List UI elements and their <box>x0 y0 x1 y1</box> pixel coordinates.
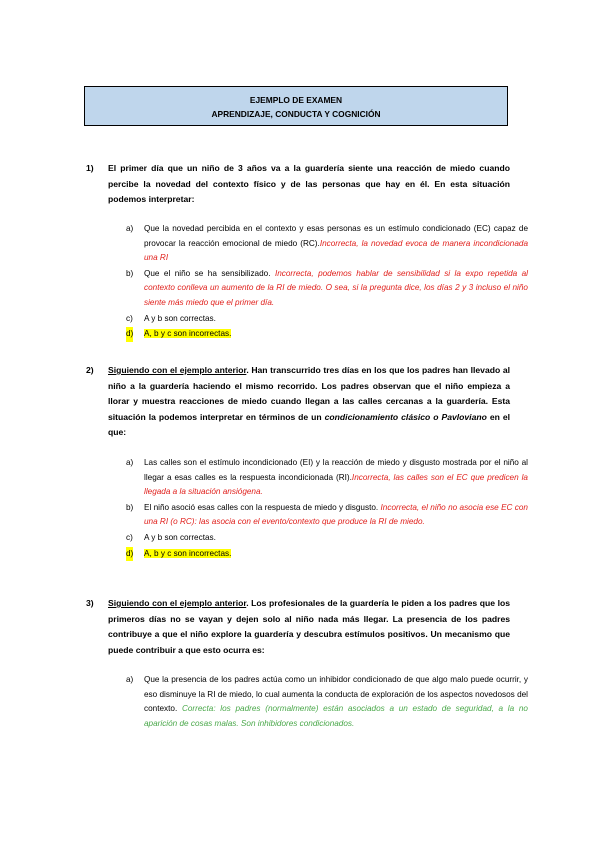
option-a <box>126 456 528 500</box>
option-letter: b) <box>126 268 134 278</box>
option-text: A, b y c son incorrectas. <box>144 548 232 558</box>
option-text: A y b son correctas. <box>144 532 216 542</box>
question-text: El primer día que un niño de 3 años va a la guardería siente una reacción de miedo cuando percibe la novedad del contexto físico y de las personas que hay en él. En esta situación podemos interpretar: <box>108 163 510 204</box>
option-c <box>126 531 528 546</box>
option-feedback: Incorrecta, las calles son el EC que predicen la llegada a la situación ansiógena. <box>144 472 528 497</box>
option-text: A, b y c son incorrectas. <box>144 329 232 339</box>
option-text: Las calles son el estímulo incondicionado (EI) y la reacción de miedo y disgusto mostrada por el niño al llegar a esas calles es la respuesta incondicionada (RI). <box>144 458 528 482</box>
option-text: A y b son correctas. <box>144 313 216 323</box>
question-number: 1) <box>86 163 94 173</box>
question-body: . Han transcurrido tres días en los que los padres han llevado al niño a la guardería haciendo el mismo recorrido. Los padres observan que el niño empieza a llorar y muestra reacciones de miedo cuando llegan a las calles cercanas a la guardería. Esta situación la podemos interpretar en términos de un <box>108 365 511 422</box>
option-feedback: Incorrecta, podemos hablar de sensibilidad si la expo repetida al contexto conlleva un aumento de la RI de miedo. O sea, si la pregunta dice, los días 2 y 3 incluso el niño siente más miedo que el primer día. <box>144 268 528 307</box>
option-a <box>126 222 528 266</box>
option-letter: d) <box>126 327 133 342</box>
option-b <box>126 267 528 311</box>
option-letter: a) <box>126 458 134 467</box>
question-lead: Siguiendo con el ejemplo anterior <box>108 365 247 375</box>
option-text: Que el niño se ha sensibilizado. <box>144 268 275 278</box>
question-number: 2) <box>86 365 94 375</box>
option-text: Que la presencia de los padres actúa como un inhibidor condicionado de que algo malo puede ocurrir, y eso disminuye la RI de miedo, lo cual aumenta la conducta de exploración de los aspectos novedosos del contexto. <box>144 675 528 714</box>
option-letter: a) <box>126 224 134 233</box>
option-d <box>126 547 528 562</box>
option-letter: d) <box>126 547 133 562</box>
option-letter: c) <box>126 313 133 323</box>
option-letter: c) <box>126 532 133 542</box>
option-feedback: Incorrecta, la novedad evoca de manera incondicionada una RI <box>144 238 528 263</box>
option-d <box>126 327 528 342</box>
question-3 <box>86 596 510 658</box>
question-tail: en el que: <box>108 411 510 437</box>
question-1-options <box>126 222 528 343</box>
option-letter: a) <box>126 675 134 684</box>
option-c <box>126 312 528 327</box>
exam-header <box>84 86 508 126</box>
question-2 <box>86 363 510 441</box>
question-text <box>108 363 510 441</box>
option-feedback: Correcta: los padres (normalmente) están asociados a un estado de seguridad, a la no aparición de cosas malas. Son inhibidores condicionados. <box>144 704 528 728</box>
option-text: Que la novedad percibida en el contexto y esas personas es un estímulo condicionado (EC) capaz de provocar la reacción emocional de miedo (RC). <box>144 224 528 248</box>
option-b <box>126 501 528 530</box>
question-number: 3) <box>86 598 94 608</box>
exam-header-title: EJEMPLO DE EXAMEN <box>249 95 343 105</box>
question-text <box>108 596 510 658</box>
option-a <box>126 673 528 731</box>
option-feedback: Incorrecta, el niño no asocia ese EC con una RI (o RC): las asocia con el evento/contexto que produce la RI de miedo. <box>144 502 528 527</box>
question-1 <box>86 161 510 208</box>
question-2-options <box>126 456 528 562</box>
question-lead: Siguiendo con el ejemplo anterior <box>108 598 247 608</box>
question-3-options <box>126 673 528 732</box>
option-letter: b) <box>126 502 134 512</box>
exam-header-subtitle: APRENDIZAJE, CONDUCTA Y COGNICIÓN <box>211 109 381 119</box>
question-italic: condicionamiento clásico o Pavloviano <box>324 411 487 422</box>
question-body: . Los profesionales de la guardería le piden a los padres que los primeros días no se vayan y dejen solo al niño nada más llegar. La presencia de los padres contribuye a que el niño explore la guardería y descubra estímulos positivos. Un mecanismo que puede contribuir a que esto ocurra es: <box>108 598 510 655</box>
option-text: El niño asoció esas calles con la respuesta de miedo y disgusto. <box>144 502 381 512</box>
